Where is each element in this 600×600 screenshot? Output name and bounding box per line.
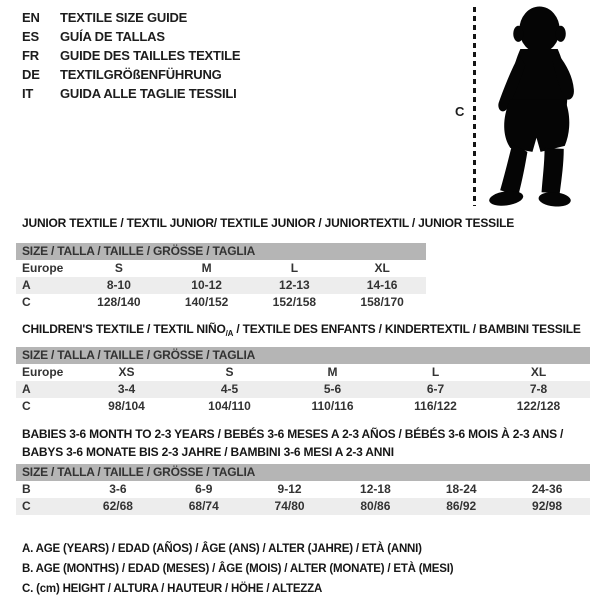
lang-row-es: [22, 27, 240, 46]
lang-label: GUÍA DE TALLAS: [60, 29, 165, 44]
table-row-height: [16, 398, 590, 415]
size-cell: S: [225, 365, 234, 379]
children-table-title: [22, 322, 581, 338]
height-dashed-line: [473, 7, 476, 206]
height-cell: 92/98: [532, 499, 563, 513]
title-part: CHILDREN'S TEXTILE / TEXTIL NIÑO: [22, 322, 226, 336]
age-cell: 12-13: [279, 278, 310, 292]
lang-label: GUIDE DES TAILLES TEXTILE: [60, 48, 241, 63]
row-label: C: [22, 499, 31, 513]
babies-table-title-line1: BABIES 3-6 MONTH TO 2-3 YEARS / BEBÉS 3-6 MESES A 2-3 AÑOS / BÉBÉS 3-6 MOIS À 2-3 ANS /: [22, 427, 564, 441]
size-cell: M: [201, 261, 212, 275]
age-cell: 10-12: [191, 278, 222, 292]
junior-size-table: [16, 243, 426, 311]
lang-code: FR: [22, 48, 39, 63]
table-row-age-months: [16, 481, 590, 498]
size-cell: M: [327, 365, 338, 379]
height-cell: 140/152: [184, 295, 229, 309]
height-cell: 122/128: [516, 399, 561, 413]
row-label: C: [22, 295, 31, 309]
height-cell: 86/92: [446, 499, 477, 513]
lang-label: GUIDA ALLE TAGLIE TESSILI: [60, 86, 237, 101]
lang-row-it: [22, 84, 240, 103]
size-cell: S: [114, 261, 123, 275]
row-label: A: [22, 382, 31, 396]
height-cell: 74/80: [274, 499, 305, 513]
lang-label: TEXTILE SIZE GUIDE: [60, 10, 188, 25]
age-cell: 6-9: [195, 482, 213, 496]
lang-code: ES: [22, 29, 39, 44]
table-row-height: [16, 498, 590, 515]
row-label: Europe: [22, 365, 64, 379]
title-part: / TEXTILE DES ENFANTS / KINDERTEXTIL / BAMBINI TESSILE: [233, 322, 581, 336]
age-cell: 7-8: [529, 382, 548, 396]
age-cell: 6-7: [426, 382, 445, 396]
age-cell: 3-4: [117, 382, 136, 396]
footnote-b: B. AGE (MONTHS) / EDAD (MESES) / ÂGE (MOIS) / ALTER (MONATE) / ETÀ (MESI): [22, 563, 454, 575]
table-row-height: [16, 294, 426, 311]
lang-row-en: [22, 8, 240, 27]
size-cell: L: [290, 261, 299, 275]
age-cell: 4-5: [220, 382, 239, 396]
lang-code: IT: [22, 86, 34, 101]
size-header-band: SIZE / TALLA / TAILLE / GRÖSSE / TAGLIA: [16, 243, 426, 260]
age-cell: 8-10: [106, 278, 131, 292]
lang-label: TEXTILGRÖßENFÜHRUNG: [60, 67, 222, 82]
language-legend: [22, 8, 240, 103]
lang-row-de: [22, 65, 240, 84]
height-cell: 116/122: [414, 399, 457, 413]
height-cell: 104/110: [208, 399, 251, 413]
footnote-c: C. (cm) HEIGHT / ALTURA / HAUTEUR / HÖHE / ALTEZZA: [22, 583, 323, 595]
size-header-band: SIZE / TALLA / TAILLE / GRÖSSE / TAGLIA: [16, 464, 590, 481]
footnote-a: A. AGE (YEARS) / EDAD (AÑOS) / ÂGE (ANS) / ALTER (JAHRE) / ETÀ (ANNI): [22, 543, 422, 555]
babies-table-title-line2: BABYS 3-6 MONATE BIS 2-3 JAHRE / BAMBINI 3-6 MESI A 2-3 ANNI: [22, 445, 394, 459]
toddler-silhouette-icon: [484, 4, 590, 212]
children-size-table: [16, 347, 590, 415]
age-cell: 9-12: [277, 482, 302, 496]
height-cell: 152/158: [272, 295, 317, 309]
height-cell: 98/104: [108, 399, 145, 413]
table-row-age: [16, 277, 426, 294]
size-cell: XL: [530, 365, 547, 379]
size-header-band: SIZE / TALLA / TAILLE / GRÖSSE / TAGLIA: [16, 347, 590, 364]
lang-code: EN: [22, 10, 40, 25]
row-label: C: [22, 399, 31, 413]
row-label: B: [22, 482, 31, 496]
table-row-europe: [16, 260, 426, 277]
row-label: Europe: [22, 261, 64, 275]
height-cell: 80/86: [360, 499, 391, 513]
lang-row-fr: [22, 46, 240, 65]
lang-code: DE: [22, 67, 40, 82]
height-measure-label: C: [455, 104, 465, 119]
title-subscript: /A: [225, 329, 234, 338]
age-cell: 3-6: [109, 482, 127, 496]
age-cell: 18-24: [445, 482, 477, 496]
size-cell: XS: [118, 365, 135, 379]
height-cell: 68/74: [188, 499, 219, 513]
height-cell: 62/68: [102, 499, 133, 513]
footnotes: [22, 539, 453, 599]
height-cell: 158/170: [360, 295, 404, 309]
size-cell: XL: [374, 261, 390, 275]
height-cell: 110/116: [311, 399, 354, 413]
row-label: A: [22, 278, 31, 292]
age-cell: 14-16: [366, 278, 398, 292]
junior-table-title: JUNIOR TEXTILE / TEXTIL JUNIOR/ TEXTILE JUNIOR / JUNIORTEXTIL / JUNIOR TESSILE: [22, 216, 515, 230]
height-cell: 128/140: [97, 295, 141, 309]
babies-size-table: [16, 464, 590, 515]
size-cell: L: [431, 365, 440, 379]
age-cell: 24-36: [531, 482, 563, 496]
table-row-age: [16, 381, 590, 398]
age-cell: 12-18: [360, 482, 391, 496]
age-cell: 5-6: [323, 382, 342, 396]
table-row-europe: [16, 364, 590, 381]
